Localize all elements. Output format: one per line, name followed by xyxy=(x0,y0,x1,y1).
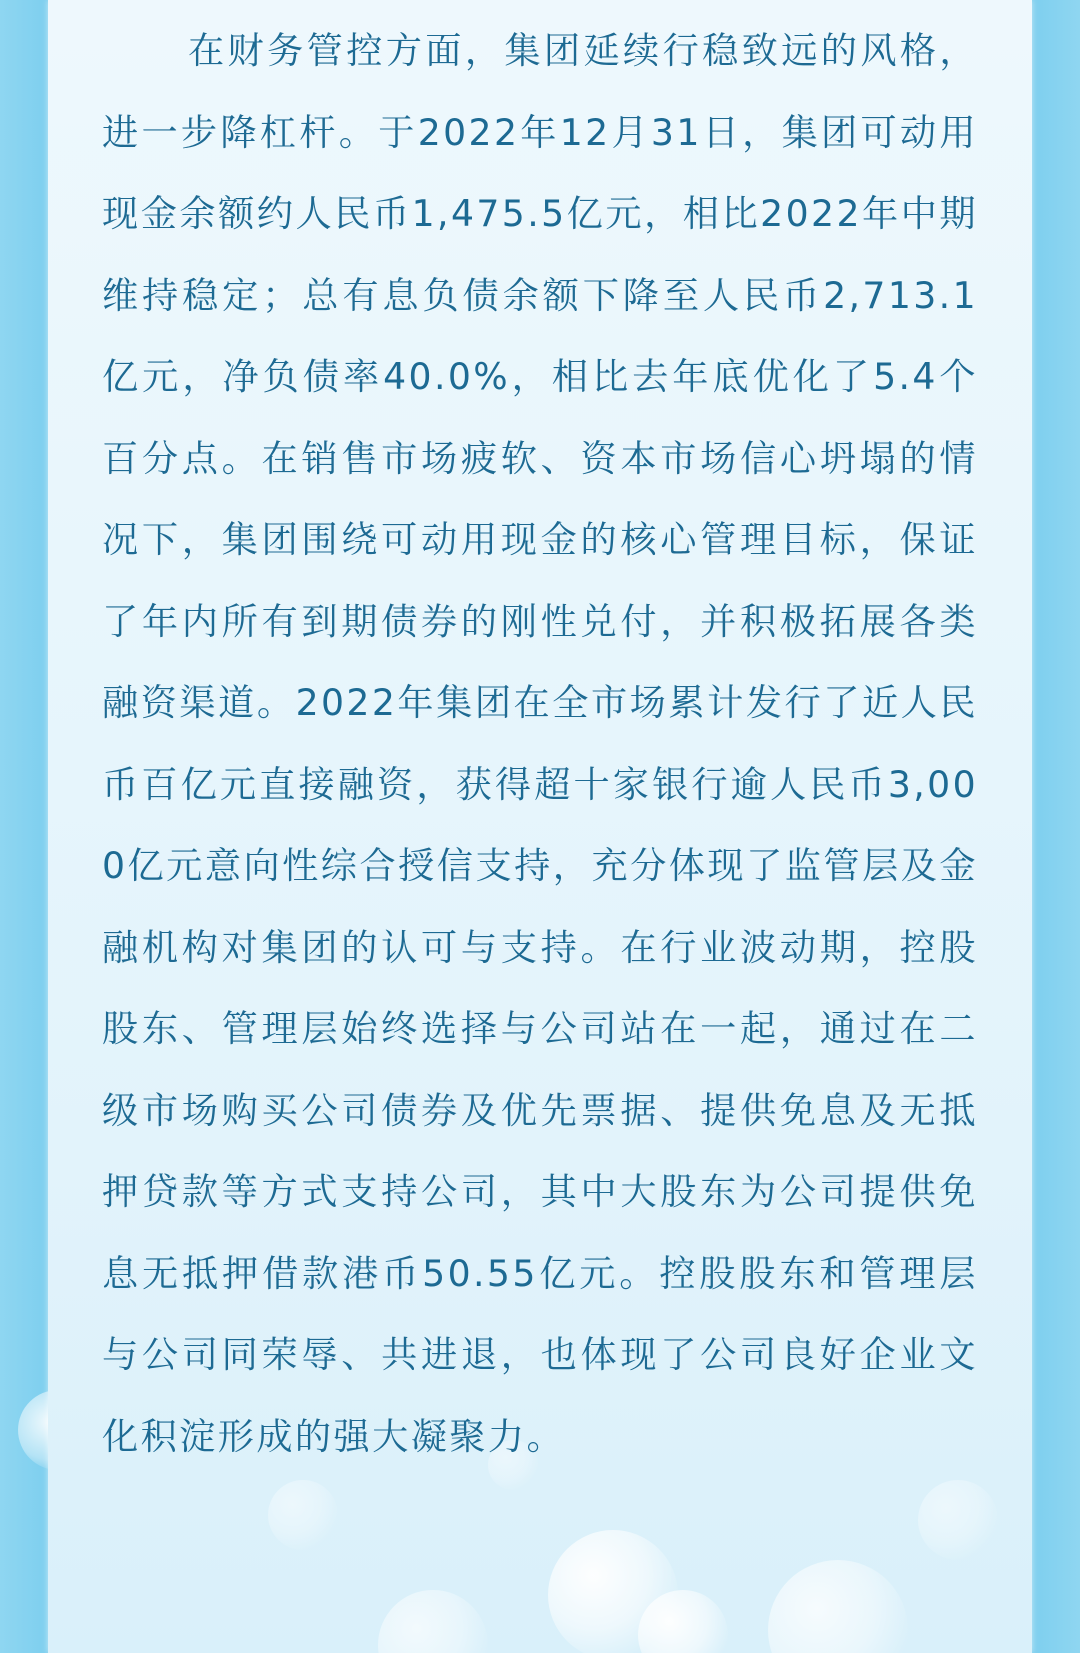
decorative-bubble xyxy=(268,1480,338,1550)
decorative-bubble xyxy=(378,1590,488,1653)
article-paragraph: 在财务管控方面，集团延续行稳致远的风格，进一步降杠杆。于2022年12月31日，集团可动用现金余额约人民币1,475.5亿元，相比2022年中期维持稳定；总有息负债余额下降至人民币2,713.1亿元，净负债率40.0%，相比去年底优化了5.4个百分点。在销售市场疲软、资本市场信心坍塌的情况下，集团围绕可动用现金的核心管理目标，保证了年内所有到期债券的刚性兑付，并积极拓展各类融资渠道。2022年集团在全市场累计发行了近人民币百亿元直接融资，获得超十家银行逾人民币3,000亿元意向性综合授信支持，充分体现了监管层及金融机构对集团的认可与支持。在行业波动期，控股股东、管理层始终选择与公司站在一起，通过在二级市场购买公司债券及优先票据、提供免息及无抵押贷款等方式支持公司，其中大股东为公司提供免息无抵押借款港币50.55亿元。控股股东和管理层与公司同荣辱、共进退，也体现了公司良好企业文化积淀形成的强大凝聚力。 xyxy=(102,29,978,1458)
decorative-bubble xyxy=(768,1560,908,1653)
decorative-bubble xyxy=(918,1480,998,1560)
